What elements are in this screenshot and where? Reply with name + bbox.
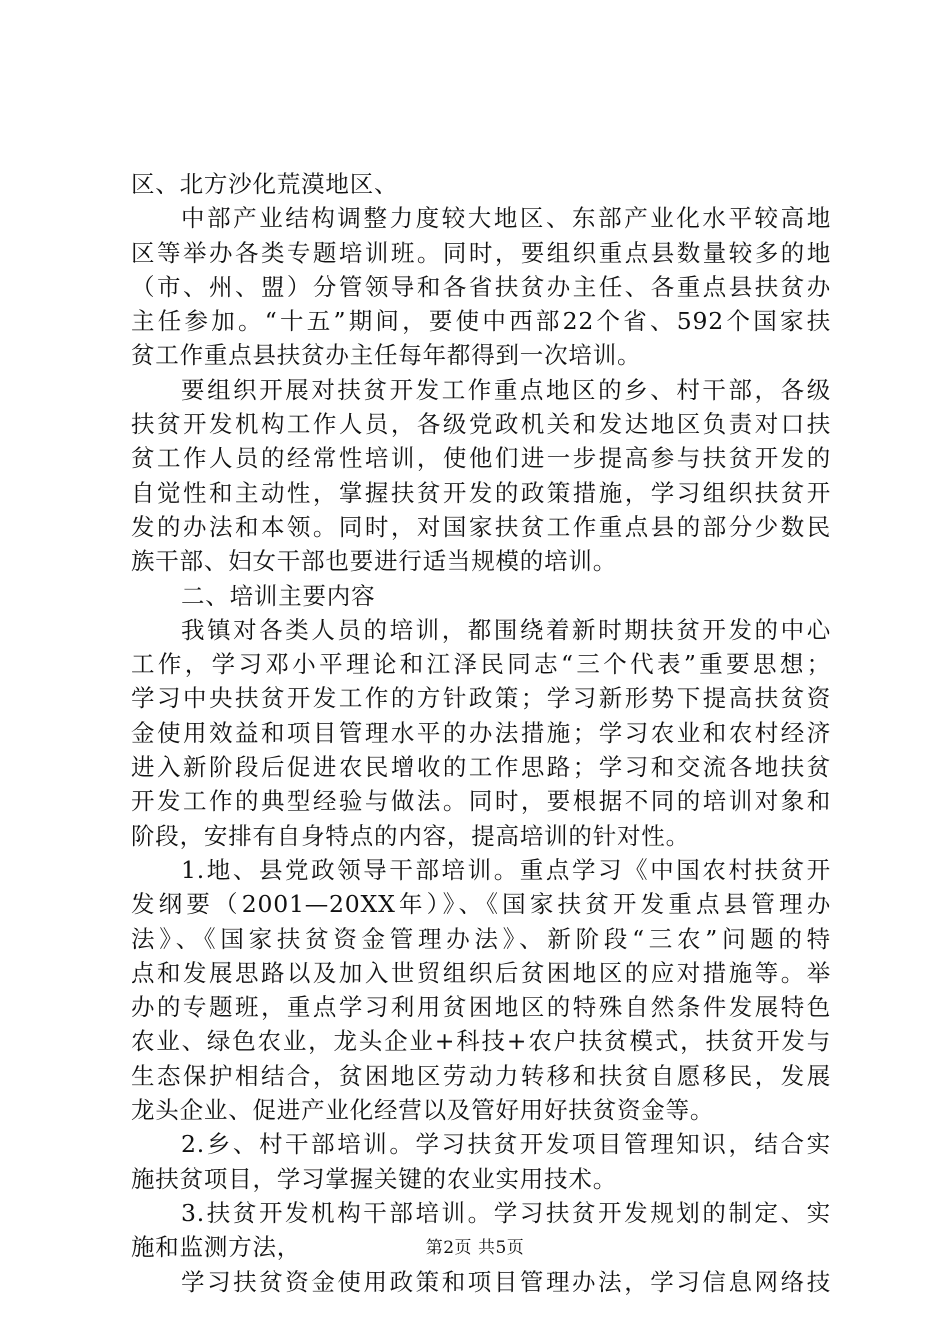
text-line: 区、北方沙化荒漠地区、 (131, 170, 399, 198)
text-line: 办的专题班，重点学习利用贫困地区的特殊自然条件发展特色 (131, 993, 831, 1022)
text-line: 学习中央扶贫开发工作的方针政策；学习新形势下提高扶贫资 (131, 684, 831, 713)
text-line: 族干部、妇女干部也要进行适当规模的培训。 (131, 547, 617, 576)
text-line: 要组织开展对扶贫开发工作重点地区的乡、村干部，各级 (181, 375, 831, 404)
text-line: 2.乡、村干部培训。学习扶贫开发项目管理知识，结合实 (181, 1130, 831, 1159)
text-line: 施和监测方法， (131, 1233, 302, 1262)
text-line: 发的办法和本领。同时，对国家扶贫工作重点县的部分少数民 (131, 512, 831, 541)
document-body (131, 167, 831, 1299)
text-line: 金使用效益和项目管理水平的办法措施；学习农业和农村经济 (131, 718, 831, 747)
text-line: 龙头企业、促进产业化经营以及管好用好扶贫资金等。 (131, 1096, 715, 1125)
text-line: 开发工作的典型经验与做法。同时，要根据不同的培训对象和 (131, 787, 831, 816)
text-line: 3.扶贫开发机构干部培训。学习扶贫开发规划的制定、实 (181, 1198, 831, 1227)
text-line: 区等举办各类专题培训班。同时，要组织重点县数量较多的地 (131, 238, 831, 267)
text-line: 农业、绿色农业，龙头企业+科技+农户扶贫模式，扶贫开发与 (131, 1027, 831, 1056)
text-line: 主任参加。“十五”期间，要使中西部22个省、592个国家扶 (131, 307, 831, 336)
text-line: 法》、《国家扶贫资金管理办法》、新阶段“三农”问题的特 (131, 924, 831, 953)
text-line: 自觉性和主动性，掌握扶贫开发的政策措施，学习组织扶贫开 (131, 478, 831, 507)
text-line: 生态保护相结合，贫困地区劳动力转移和扶贫自愿移民，发展 (131, 1061, 831, 1090)
text-line: 发纲要（2001—20XX年）》、《国家扶贫开发重点县管理办 (131, 890, 831, 919)
page-footer: 第2页 共5页 (425, 1238, 525, 1258)
text-line: 扶贫开发机构工作人员，各级党政机关和发达地区负责对口扶 (131, 410, 831, 439)
text-line: 贫工作人员的经常性培训，使他们进一步提高参与扶贫开发的 (131, 444, 831, 473)
text-line: 贫工作重点县扶贫办主任每年都得到一次培训。 (131, 341, 642, 370)
text-line: 阶段，安排有自身特点的内容，提高培训的针对性。 (131, 821, 690, 850)
text-line: 二、培训主要内容 (181, 581, 376, 610)
text-line: 我镇对各类人员的培训，都围绕着新时期扶贫开发的中心 (181, 615, 831, 644)
text-line: 工作，学习邓小平理论和江泽民同志“三个代表”重要思想； (131, 650, 831, 679)
text-line: 施扶贫项目，学习掌握关键的农业实用技术。 (131, 1164, 617, 1193)
text-line: 点和发展思路以及加入世贸组织后贫困地区的应对措施等。举 (131, 958, 831, 987)
text-line: 中部产业结构调整力度较大地区、东部产业化水平较高地 (181, 204, 831, 233)
text-line: 学习扶贫资金使用政策和项目管理办法，学习信息网络技 (181, 1267, 831, 1296)
text-line: （市、州、盟）分管领导和各省扶贫办主任、各重点县扶贫办 (131, 272, 831, 301)
text-line: 进入新阶段后促进农民增收的工作思路；学习和交流各地扶贫 (131, 753, 831, 782)
text-line: 1.地、县党政领导干部培训。重点学习《中国农村扶贫开 (181, 855, 831, 884)
